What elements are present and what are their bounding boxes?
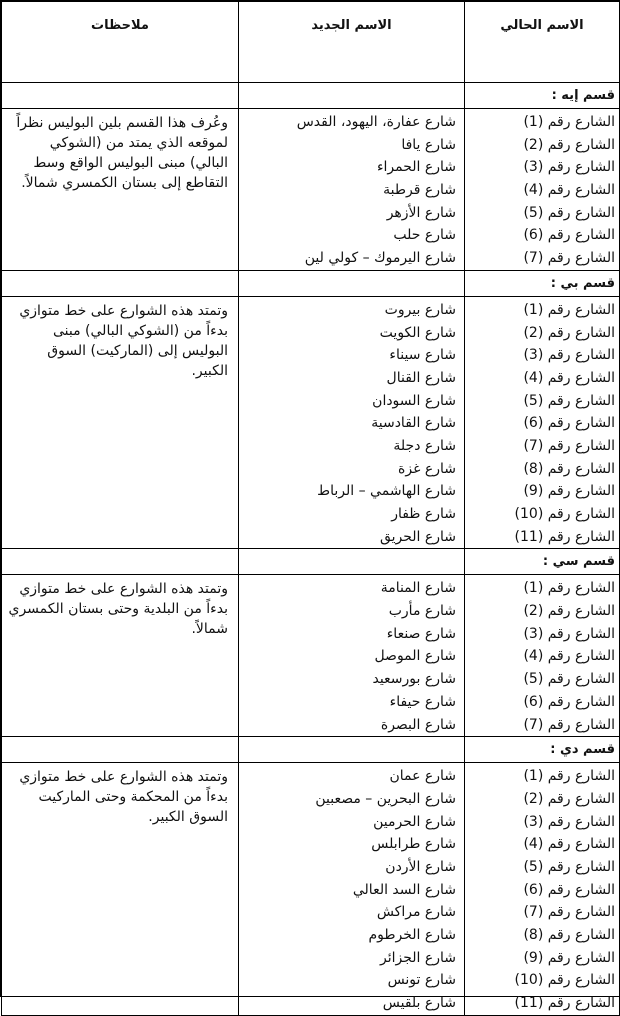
new-street-name: شارع السد العالي <box>352 881 456 898</box>
section-header-empty-cell <box>2 549 239 575</box>
new-street-name: شارع صنعاء <box>386 625 456 642</box>
section-body-row <box>2 575 620 737</box>
street-names-table <box>1 1 620 1016</box>
current-street-name: الشارع رقم (11) <box>514 995 615 1012</box>
new-names-cell <box>239 109 465 271</box>
new-street-name: شارع الحرمين <box>373 813 456 830</box>
current-street-name: الشارع رقم (7) <box>523 250 615 267</box>
current-street-name: الشارع رقم (4) <box>523 182 615 199</box>
new-street-name: شارع الأردن <box>385 858 456 875</box>
current-street-name: الشارع رقم (5) <box>523 858 615 875</box>
header-new-name: الاسم الجديد <box>239 2 465 83</box>
new-street-name: شارع الخرطوم <box>368 927 456 943</box>
current-street-name: الشارع رقم (8) <box>523 460 615 477</box>
current-street-name: الشارع رقم (9) <box>523 483 615 500</box>
new-street-name: شارع بيروت <box>384 301 456 318</box>
current-street-name: الشارع رقم (10) <box>514 972 615 989</box>
new-street-name: شارع مأرب <box>388 603 456 620</box>
section-header-empty-cell <box>239 549 465 575</box>
section-header-row <box>2 549 620 575</box>
new-street-name: شارع دجلة <box>393 437 456 454</box>
current-street-name: الشارع رقم (2) <box>523 136 615 153</box>
new-street-name: شارع الكويت <box>379 324 456 341</box>
new-street-name: شارع قرطبة <box>383 182 456 199</box>
section-header-empty-cell <box>239 83 465 109</box>
section-body-row <box>2 763 620 1016</box>
new-names-cell <box>239 763 465 1016</box>
new-street-name: شارع الأزهر <box>386 204 456 221</box>
current-street-name: الشارع رقم (5) <box>523 204 615 221</box>
header-current-name: الاسم الحالي <box>465 2 620 83</box>
current-street-name: الشارع رقم (4) <box>523 836 615 853</box>
current-street-name: الشارع رقم (3) <box>523 347 615 364</box>
current-street-name: الشارع رقم (7) <box>523 716 615 733</box>
new-street-name: شارع حيفاء <box>389 693 456 710</box>
current-street-name: الشارع رقم (6) <box>523 227 615 244</box>
current-street-name: الشارع رقم (11) <box>514 528 615 545</box>
current-names-cell <box>465 296 620 549</box>
new-street-name: شارع البصرة <box>380 716 456 733</box>
section-name: قسم بي : <box>465 270 620 296</box>
current-street-name: الشارع رقم (4) <box>523 369 615 386</box>
new-street-name: شارع غزة <box>398 460 456 477</box>
section-name: قسم دي : <box>465 737 620 763</box>
notes-cell <box>2 575 239 737</box>
current-street-name: الشارع رقم (2) <box>523 324 615 341</box>
current-street-name: الشارع رقم (10) <box>514 506 615 522</box>
new-street-name: شارع حلب <box>393 227 456 244</box>
current-street-name: الشارع رقم (1) <box>523 301 615 318</box>
new-street-name: شارع ظفار <box>391 506 456 522</box>
current-street-name: الشارع رقم (3) <box>523 625 615 642</box>
section-name: قسم إيه : <box>465 83 620 109</box>
section-body-row <box>2 109 620 271</box>
section-header-row <box>2 270 620 296</box>
new-street-name: شارع عمان <box>389 768 456 785</box>
current-street-name: الشارع رقم (6) <box>523 693 615 710</box>
current-street-name: الشارع رقم (1) <box>523 114 615 130</box>
current-street-name: الشارع رقم (3) <box>523 159 615 176</box>
section-header-row <box>2 83 620 109</box>
new-street-name: شارع الحريق <box>379 528 456 545</box>
section-header-row <box>2 737 620 763</box>
current-street-name: الشارع رقم (9) <box>523 949 615 966</box>
current-street-name: الشارع رقم (1) <box>523 768 615 785</box>
current-street-name: الشارع رقم (7) <box>523 904 615 921</box>
current-names-cell <box>465 763 620 1016</box>
current-street-name: الشارع رقم (2) <box>523 790 615 807</box>
new-street-name: شارع طرابلس <box>371 836 456 853</box>
notes-cell <box>2 296 239 549</box>
section-header-empty-cell <box>239 270 465 296</box>
new-street-name: شارع بلقيس <box>382 995 456 1012</box>
header-notes: ملاحظات <box>2 2 239 83</box>
new-street-name: شارع الهاشمي – الرباط <box>317 483 456 500</box>
current-street-name: الشارع رقم (1) <box>523 580 615 597</box>
current-street-name: الشارع رقم (6) <box>523 881 615 898</box>
current-names-cell <box>465 575 620 737</box>
current-street-name: الشارع رقم (4) <box>523 648 615 665</box>
new-street-name: شارع الحمراء <box>376 159 456 176</box>
new-street-name: شارع القنال <box>386 369 456 386</box>
new-street-name: شارع الجزائر <box>380 949 456 966</box>
new-street-name: شارع اليرموك – كولي لين <box>304 250 456 267</box>
section-header-empty-cell <box>2 270 239 296</box>
new-street-name: شارع المنامة <box>380 580 456 597</box>
current-street-name: الشارع رقم (6) <box>523 415 615 432</box>
new-street-name: شارع يافا <box>401 136 456 153</box>
section-body-row <box>2 296 620 549</box>
section-header-empty-cell <box>2 83 239 109</box>
new-names-cell <box>239 575 465 737</box>
notes-cell <box>2 763 239 1016</box>
current-street-name: الشارع رقم (7) <box>523 437 615 454</box>
new-street-name: شارع بورسعيد <box>372 671 456 688</box>
section-note: وتمتد هذه الشوارع على خط متوازي بدءاً من البلدية وحتى بستان الكمسري شمالاً. <box>8 581 228 638</box>
notes-cell <box>2 109 239 271</box>
table-header-row <box>2 2 620 83</box>
new-names-cell <box>239 296 465 549</box>
current-street-name: الشارع رقم (3) <box>523 813 615 830</box>
section-note: وتمتد هذه الشوارع على خط متوازي بدءاً من (الشوكي البالي) مبنى البوليس إلى (الماركيت) السوق الكبير. <box>19 302 228 379</box>
current-street-name: الشارع رقم (2) <box>523 603 615 620</box>
new-street-name: شارع تونس <box>387 972 456 989</box>
current-street-name: الشارع رقم (5) <box>523 392 615 409</box>
current-street-name: الشارع رقم (5) <box>523 671 615 688</box>
section-name: قسم سي : <box>465 549 620 575</box>
new-street-name: شارع السودان <box>372 392 456 409</box>
new-street-name: شارع الموصل <box>374 648 456 665</box>
new-street-name: شارع البحرين – مصعبين <box>315 790 456 807</box>
section-header-empty-cell <box>239 737 465 763</box>
section-note: وتمتد هذه الشوارع على خط متوازي بدءاً من المحكمة وحتى الماركيت السوق الكبير. <box>19 769 228 826</box>
new-street-name: شارع مراكش <box>376 904 456 921</box>
new-street-name: شارع سيناء <box>389 347 456 364</box>
section-header-empty-cell <box>2 737 239 763</box>
section-note: وعُرف هذا القسم بلين البوليس نظراً لموقعه الذي يمتد من (الشوكي البالي) مبنى البوليس الواقع وسط التقاطع إلى بستان الكمسري شمالاً. <box>16 115 228 191</box>
new-street-name: شارع القادسية <box>371 415 456 432</box>
current-names-cell <box>465 109 620 271</box>
new-street-name: شارع عفارة، اليهود، القدس <box>296 114 456 130</box>
current-street-name: الشارع رقم (8) <box>523 927 615 943</box>
